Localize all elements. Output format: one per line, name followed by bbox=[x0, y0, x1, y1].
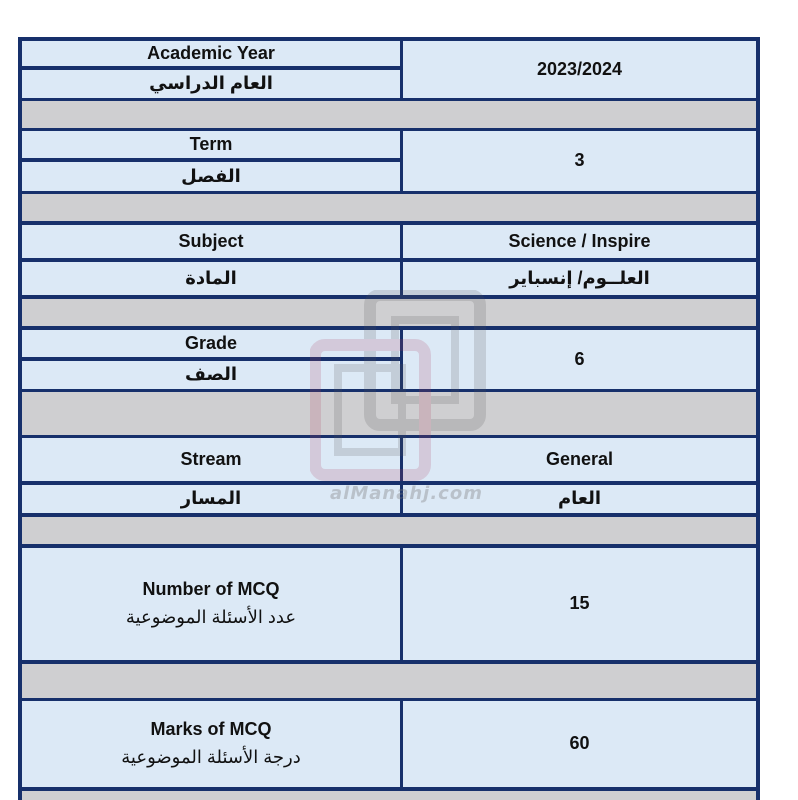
mcq-marks-value bbox=[403, 701, 756, 787]
stream-label-en-text: Stream bbox=[180, 448, 242, 469]
subject-label-en-text: Subject bbox=[178, 230, 244, 251]
mcq-marks-label-ar: درجة الأسئلة الموضوعية bbox=[121, 747, 301, 767]
mcq-count-label-en: Number of MCQ bbox=[142, 579, 280, 600]
academic-year-label-ar-text: العام الدراسي bbox=[149, 73, 273, 94]
mcq-count-label-ar: عدد الأسئلة الموضوعية bbox=[125, 607, 297, 627]
stream-value-ar-text: العام bbox=[557, 488, 602, 509]
mcq-count-label bbox=[22, 548, 400, 660]
stream-label-en bbox=[22, 438, 400, 481]
term-label-ar bbox=[22, 162, 400, 191]
term-label-en bbox=[22, 131, 400, 158]
academic-year-value bbox=[403, 41, 756, 98]
grade-value bbox=[403, 330, 756, 389]
mcq-count-value-text: 15 bbox=[569, 593, 590, 614]
subject-label-en bbox=[22, 225, 400, 258]
subject-label-ar bbox=[22, 262, 400, 295]
mcq-marks-value-text: 60 bbox=[569, 733, 590, 754]
stream-value-en bbox=[403, 438, 756, 481]
grade-label-en-text: Grade bbox=[184, 332, 238, 353]
subject-value-en-text: Science / Inspire bbox=[508, 230, 651, 251]
term-value bbox=[403, 131, 756, 191]
grade-label-ar-text: الصف bbox=[184, 364, 238, 385]
separator-6 bbox=[22, 664, 756, 698]
term-label-en-text: Term bbox=[189, 133, 233, 154]
grade-label-en bbox=[22, 330, 400, 357]
separator-3 bbox=[22, 299, 756, 326]
separator-7 bbox=[22, 791, 756, 800]
stream-label-ar-text: المسار bbox=[180, 488, 242, 509]
separator-4 bbox=[22, 392, 756, 435]
subject-label-ar-text: المادة bbox=[185, 267, 237, 288]
mcq-marks-label bbox=[22, 701, 400, 787]
academic-year-label-en bbox=[22, 41, 400, 66]
watermark-text: alManahj.com bbox=[330, 483, 483, 504]
academic-year-label-en-text: Academic Year bbox=[147, 42, 275, 63]
term-label-ar-text: الفصل bbox=[181, 165, 241, 186]
subject-value-ar-text: العلــوم/ إنسباير bbox=[509, 267, 650, 288]
grade-value-text: 6 bbox=[574, 348, 585, 369]
separator-2 bbox=[22, 194, 756, 221]
separator-1 bbox=[22, 101, 756, 128]
term-value-text: 3 bbox=[574, 150, 585, 171]
academic-year-label-ar bbox=[22, 70, 400, 98]
exam-info-table bbox=[18, 37, 760, 800]
grade-label-ar bbox=[22, 361, 400, 389]
subject-value-ar bbox=[403, 262, 756, 295]
mcq-count-value bbox=[403, 548, 756, 660]
subject-value-en bbox=[403, 225, 756, 258]
mcq-marks-label-en: Marks of MCQ bbox=[150, 719, 272, 740]
separator-5 bbox=[22, 517, 756, 544]
stream-value-en-text: General bbox=[545, 448, 614, 469]
academic-year-value-text: 2023/2024 bbox=[536, 58, 623, 79]
